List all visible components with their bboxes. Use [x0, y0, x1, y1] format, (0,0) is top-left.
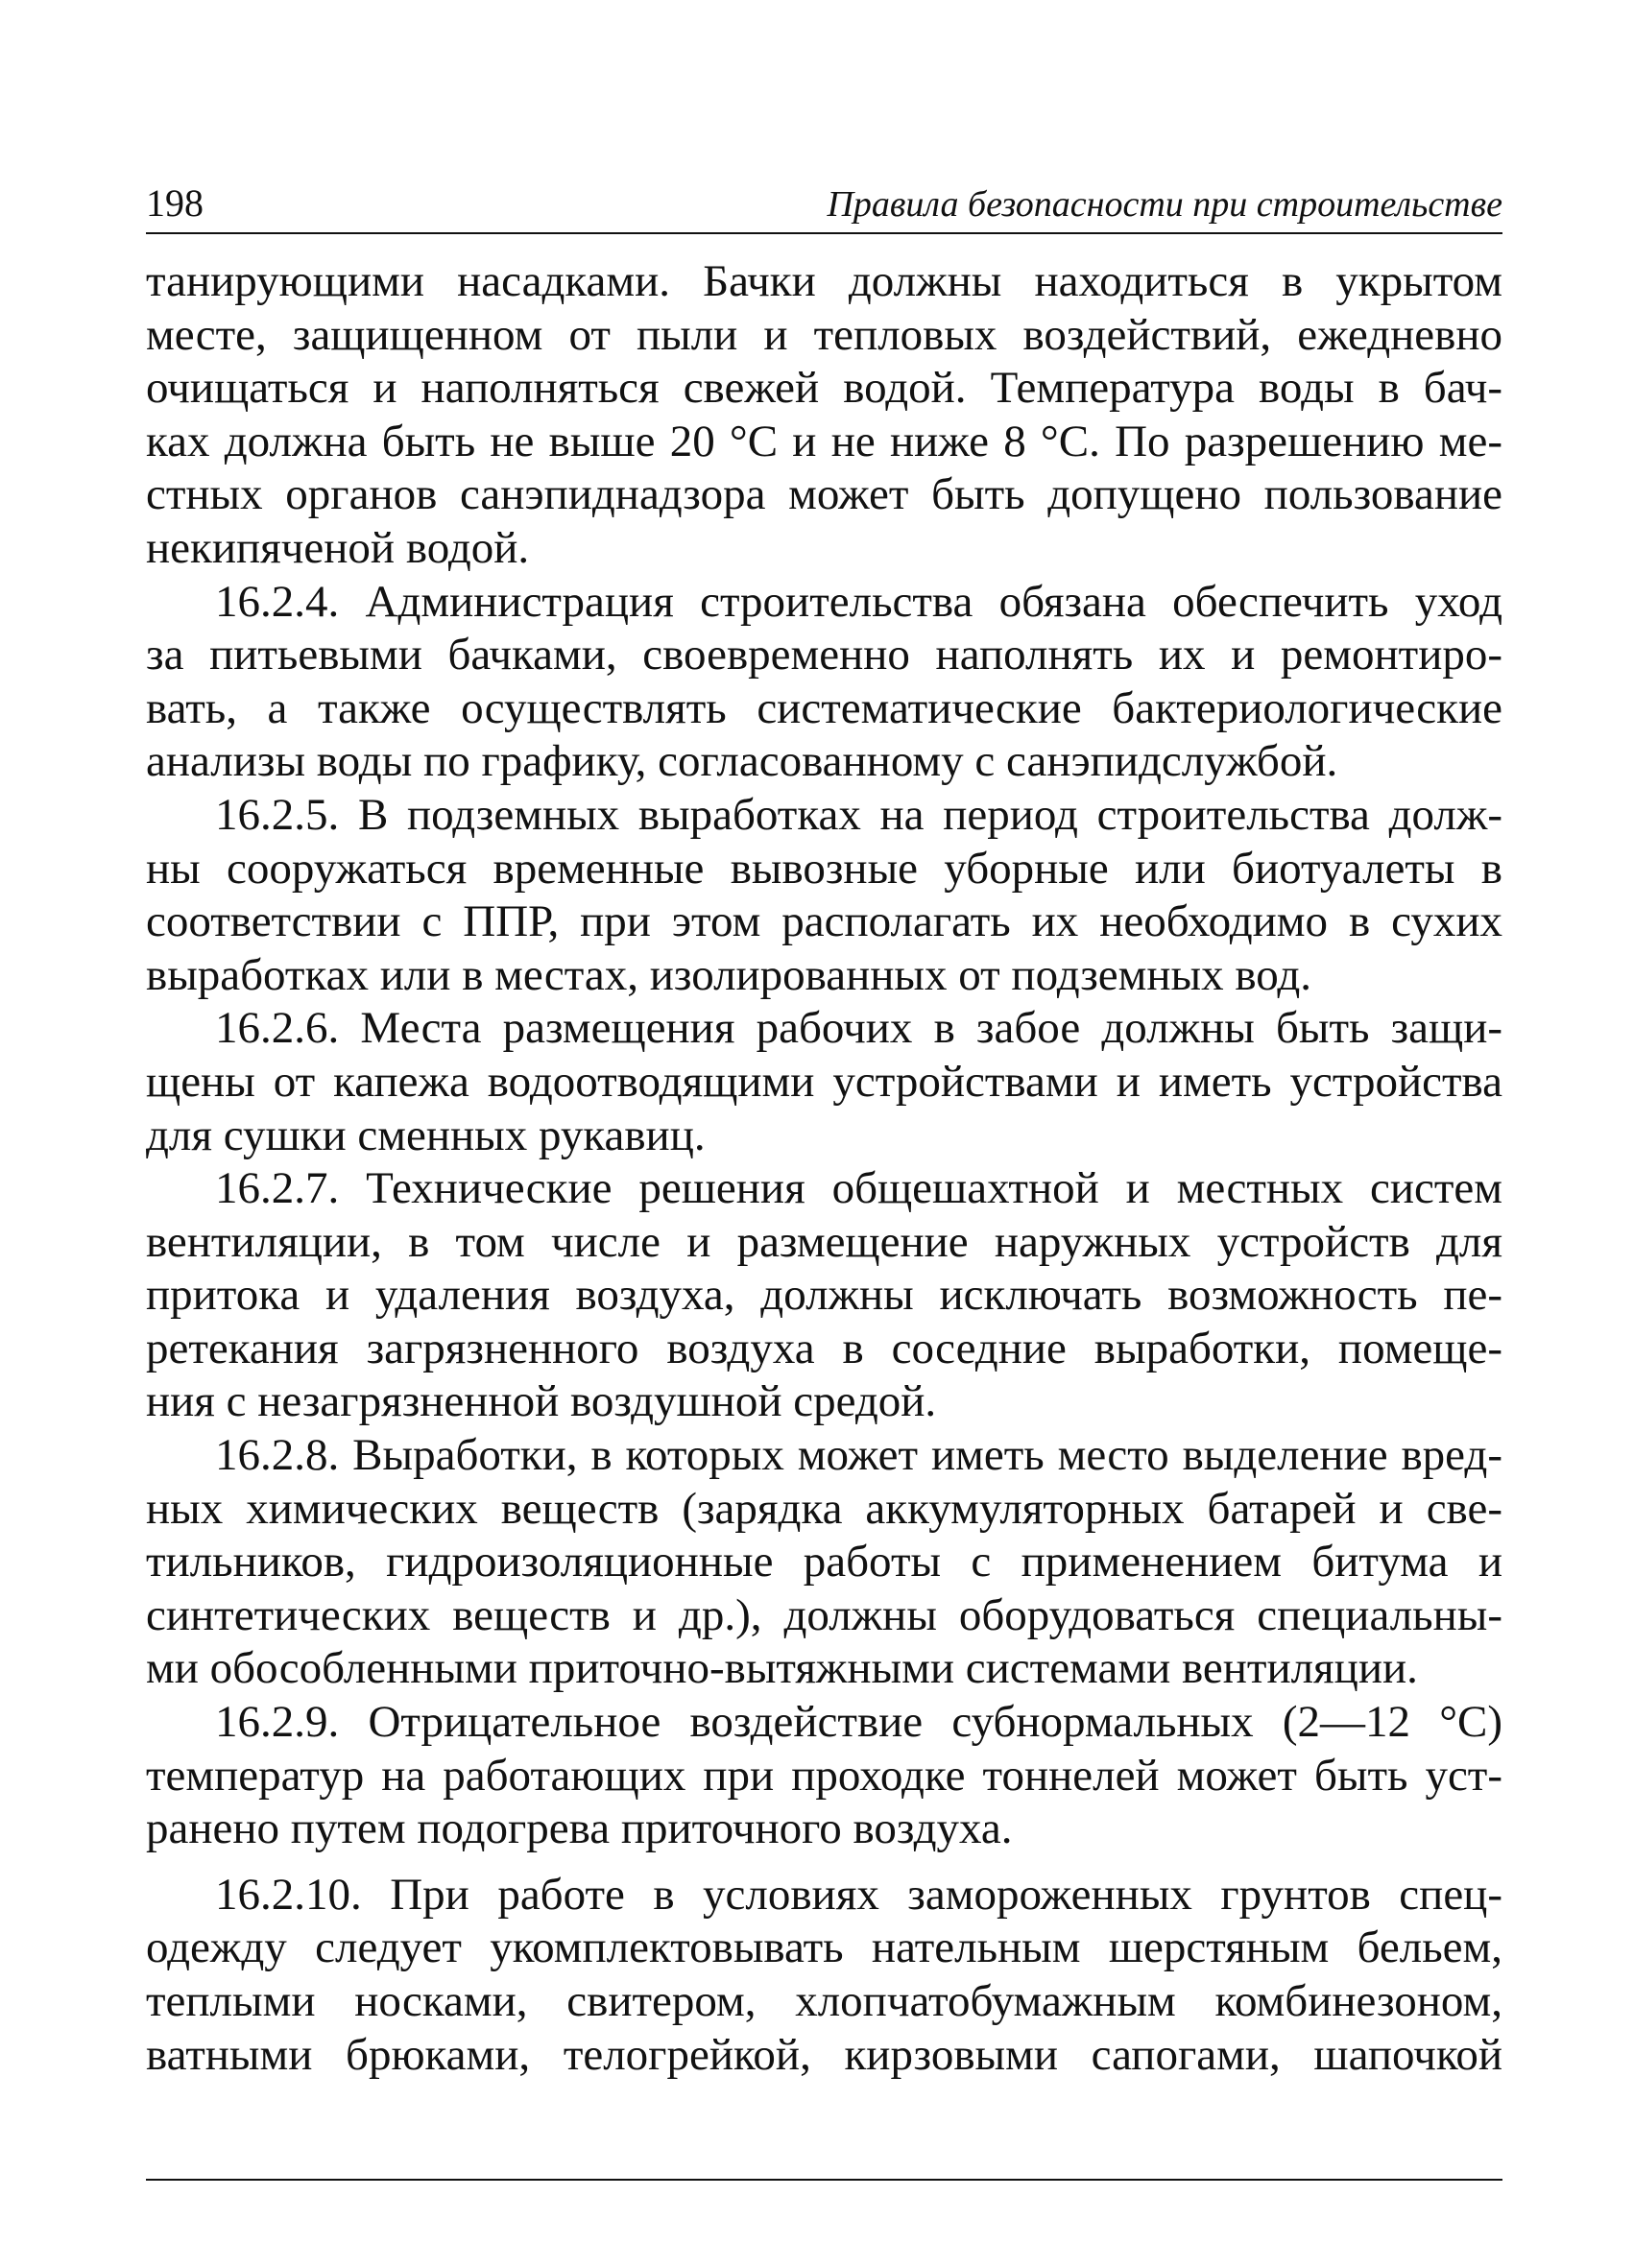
- paragraph-16-2-4-start: 16.2.4. Администрация строительства обязана обеспечить уход: [215, 576, 1502, 627]
- text-line: синтетических веществ и др.), должны оборудоваться специальны-: [146, 1589, 1502, 1640]
- paragraph-16-2-9-start: 16.2.9. Отрицательное воздействие субнормальных (2—12 °С): [215, 1697, 1502, 1748]
- paragraph-gap: [146, 1856, 1502, 1869]
- body-text: [146, 255, 1502, 2082]
- footer-rule: [146, 2179, 1502, 2181]
- text-line: за питьевыми бачками, своевременно наполнять их и ремонтиро-: [146, 630, 1502, 680]
- paragraph-16-2-6-start: 16.2.6. Места размещения рабочих в забое должны быть защи-: [215, 1003, 1502, 1054]
- text-line: некипяченой водой.: [146, 522, 530, 573]
- text-line: вать, а также осуществлять систематические бактериологические: [146, 682, 1502, 733]
- text-line: ватными брюками, телогрейкой, кирзовыми сапогами, шапочкой: [146, 2029, 1502, 2080]
- text-line: одежду следует укомплектовывать нательным шерстяным бельем,: [146, 1922, 1502, 1973]
- text-line: теплыми носками, свитером, хлопчатобумажным комбинезоном,: [146, 1976, 1502, 2026]
- text-line: для сушки сменных рукавиц.: [146, 1110, 706, 1160]
- text-line: анализы воды по графику, согласованному с санэпидслужбой.: [146, 736, 1338, 787]
- page-number: 198: [146, 181, 204, 225]
- text-line: выработках или в местах, изолированных от подземных вод.: [146, 949, 1312, 1000]
- text-line: ретекания загрязненного воздуха в соседние выработки, помеще-: [146, 1323, 1502, 1373]
- text-line: ках должна быть не выше 20 °С и не ниже 8 °С. По разрешению ме-: [146, 416, 1502, 466]
- text-line: щены от капежа водоотводящими устройствами и иметь устройства: [146, 1056, 1502, 1107]
- text-line: ранено путем подогрева приточного воздуха.: [146, 1803, 1013, 1854]
- header-rule: [146, 232, 1502, 234]
- paragraph-16-2-8-start: 16.2.8. Выработки, в которых может иметь место выделение вред-: [215, 1430, 1502, 1481]
- text-line: очищаться и наполняться свежей водой. Температура воды в бач-: [146, 363, 1502, 414]
- text-line: стных органов санэпиднадзора может быть допущено пользование: [146, 469, 1502, 520]
- text-line: вентиляции, в том числе и размещение наружных устройств для: [146, 1216, 1502, 1267]
- text-line: ных химических веществ (зарядка аккумуляторных батарей и све-: [146, 1483, 1502, 1534]
- text-line: тильников, гидроизоляционные работы с применением битума и: [146, 1537, 1502, 1588]
- paragraph-16-2-10-start: 16.2.10. При работе в условиях замороженных грунтов спец-: [215, 1869, 1502, 1920]
- text-line: месте, защищенном от пыли и тепловых воздействий, ежедневно: [146, 309, 1502, 360]
- text-line: притока и удаления воздуха, должны исключать возможность пе-: [146, 1270, 1502, 1321]
- paragraph-16-2-7-start: 16.2.7. Технические решения общешахтной и местных систем: [215, 1163, 1502, 1214]
- text-line: ны сооружаться временные вывозные уборные или биотуалеты в: [146, 843, 1502, 894]
- text-line: соответствии с ППР, при этом располагать их необходимо в сухих: [146, 896, 1502, 947]
- paragraph-16-2-5-start: 16.2.5. В подземных выработках на период строительства долж-: [215, 789, 1502, 840]
- running-head: [146, 171, 1502, 230]
- running-title: Правила безопасности при строительстве: [827, 184, 1502, 225]
- text-line: танирующими насадками. Бачки должны находиться в укрытом: [146, 256, 1502, 306]
- text-line: ния с незагрязненной воздушной средой.: [146, 1376, 937, 1427]
- text-line: ми обособленными приточно-вытяжными системами вентиляции.: [146, 1643, 1418, 1694]
- text-line: температур на работающих при проходке тоннелей может быть уст-: [146, 1750, 1502, 1801]
